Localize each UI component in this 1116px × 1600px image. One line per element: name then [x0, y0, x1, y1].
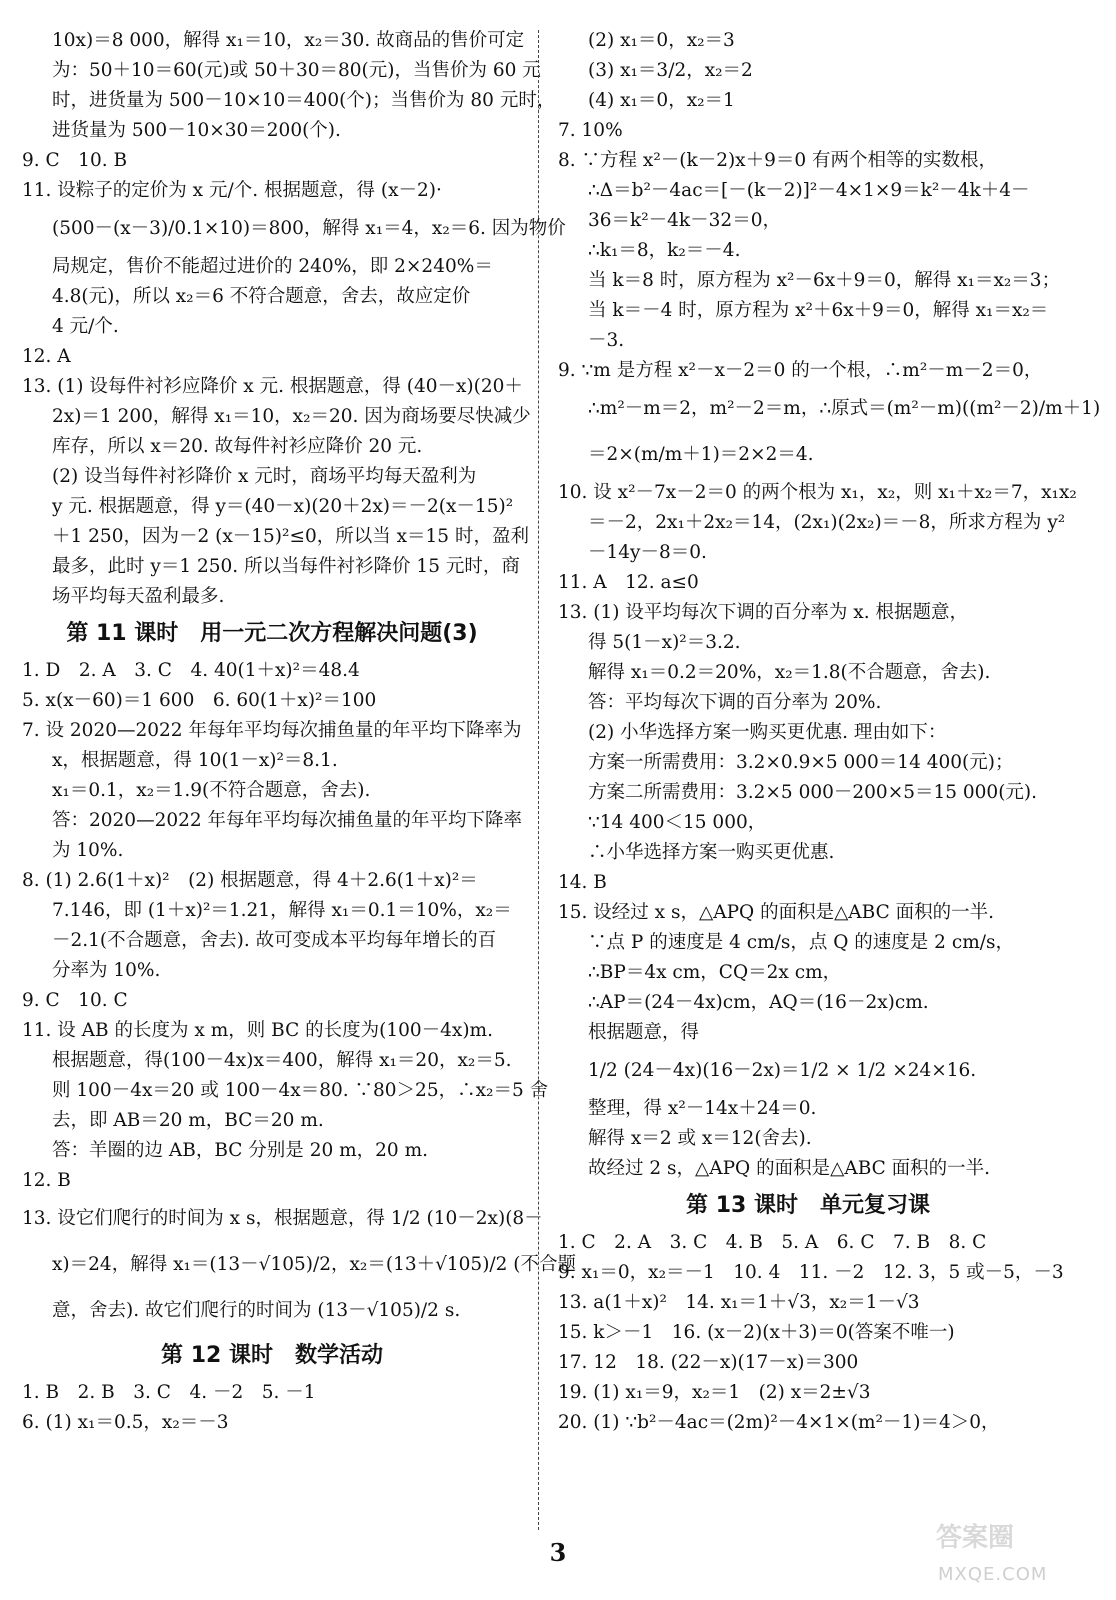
answer-line: 15. k＞－1 16. (x－2)(x＋3)＝0(答案不唯一)	[558, 1322, 955, 1343]
section-heading: 第 12 课时 数学活动	[161, 1343, 383, 1368]
answer-line: 9. x₁＝0，x₂＝－1 10. 4 11. －2 12. 3，5 或－5，－3	[558, 1262, 1064, 1283]
answer-line: y 元. 根据题意，得 y＝(40－x)(20＋2x)＝－2(x－15)²	[52, 496, 514, 517]
answer-line: 10x)＝8 000，解得 x₁＝10，x₂＝30. 故商品的售价可定	[52, 30, 525, 51]
answer-line: ＝－2，2x₁＋2x₂＝14，(2x₁)(2x₂)＝－8，所求方程为 y²	[588, 512, 1066, 533]
answer-line: x，根据题意，得 10(1－x)²＝8.1.	[52, 750, 338, 771]
answer-line: 13. (1) 设每件衬衫应降价 x 元. 根据题意，得 (40－x)(20＋	[22, 376, 523, 397]
answer-line: 7.146，即 (1＋x)²＝1.21，解得 x₁＝0.1＝10%，x₂＝	[52, 900, 512, 921]
answer-line: x)＝24，解得 x₁＝(13－√105)/2，x₂＝(13＋√105)/2 (不合题	[52, 1254, 577, 1275]
answer-line: 得 5(1－x)²＝3.2.	[588, 632, 741, 653]
answer-line: ∴m²－m＝2，m²－2＝m，∴原式＝(m²－m)((m²－2)/m＋1)	[588, 398, 1101, 419]
answer-line: 2x)＝1 200，解得 x₁＝10，x₂＝20. 因为商场要尽快减少	[52, 406, 531, 427]
answer-line: 14. B	[558, 872, 607, 893]
answer-line: －3.	[588, 330, 625, 351]
answer-line: ∴k₁＝8，k₂＝－4.	[588, 240, 741, 261]
watermark-text: 答案圈	[936, 1523, 1015, 1553]
answer-line: ∴AP＝(24－4x)cm，AQ＝(16－2x)cm.	[588, 992, 929, 1013]
answer-line: 去，即 AB＝20 m，BC＝20 m.	[52, 1110, 324, 1131]
answer-line: (4) x₁＝0，x₂＝1	[588, 90, 735, 111]
right-column	[558, 26, 1101, 1438]
section-heading: 第 13 课时 单元复习课	[686, 1193, 930, 1218]
answer-line: 根据题意，得(100－4x)x＝400，解得 x₁＝20，x₂＝5.	[52, 1050, 512, 1071]
answer-line: 12. A	[22, 346, 71, 367]
answer-line: 为：50＋10＝60(元)或 50＋30＝80(元)，当售价为 60 元	[52, 60, 541, 81]
answer-line: 根据题意，得	[588, 1022, 700, 1043]
answer-line: 答：平均每次下调的百分率为 20%.	[588, 692, 882, 713]
answer-line: 场平均每天盈利最多.	[52, 586, 225, 607]
answer-line: 9. ∵m 是方程 x²－x－2＝0 的一个根，∴m²－m－2＝0，	[558, 360, 1043, 381]
answer-line: 时，进货量为 500－10×10＝400(个)；当售价为 80 元时，	[52, 90, 556, 111]
answer-line: 13. a(1＋x)² 14. x₁＝1＋√3，x₂＝1－√3	[558, 1292, 920, 1313]
answer-line: 1. C 2. A 3. C 4. B 5. A 6. C 7. B 8. C	[558, 1232, 987, 1253]
answer-line: 11. A 12. a≤0	[558, 572, 699, 593]
answer-line: (2) x₁＝0，x₂＝3	[588, 30, 735, 51]
answer-line: －14y－8＝0.	[588, 542, 707, 563]
answer-line: 答：羊圈的边 AB，BC 分别是 20 m，20 m.	[52, 1140, 428, 1161]
answer-line: 13. (1) 设平均每次下调的百分率为 x. 根据题意，	[558, 602, 968, 623]
answer-line: 4.8(元)，所以 x₂＝6 不符合题意，舍去，故应定价	[52, 286, 471, 307]
answer-line: ∴Δ＝b²－4ac＝[－(k－2)]²－4×1×9＝k²－4k＋4－	[588, 180, 1030, 201]
answer-line: 9. C 10. C	[22, 990, 128, 1011]
answer-line: ∴小华选择方案一购买更优惠.	[588, 842, 835, 863]
answer-line: 解得 x₁＝0.2＝20%，x₂＝1.8(不合题意，舍去).	[588, 662, 991, 683]
answer-line: 7. 10%	[558, 120, 623, 141]
answer-line: ∴BP＝4x cm，CQ＝2x cm，	[588, 962, 842, 983]
answer-line: 则 100－4x＝20 或 100－4x＝80. ∵80＞25，∴x₂＝5 舍	[52, 1080, 549, 1101]
left-column	[22, 26, 577, 1438]
answer-line: 9. C 10. B	[22, 150, 128, 171]
answer-line: 10. 设 x²－7x－2＝0 的两个根为 x₁，x₂，则 x₁＋x₂＝7，x₁x₂	[558, 482, 1077, 503]
watermark-url: MXQE.COM	[938, 1564, 1048, 1585]
answer-line: 答：2020—2022 年每年平均每次捕鱼量的年平均下降率	[52, 810, 523, 831]
answer-line: －2.1(不合题意，舍去). 故可变成本平均每年增长的百	[52, 930, 497, 951]
answer-line: ∵点 P 的速度是 4 cm/s，点 Q 的速度是 2 cm/s，	[588, 932, 1014, 953]
answer-line: 1. B 2. B 3. C 4. －2 5. －1	[22, 1382, 316, 1403]
answer-line: 为 10%.	[52, 840, 124, 861]
answer-line: 13. 设它们爬行的时间为 x s，根据题意，得 1/2 (10－2x)(8－	[22, 1208, 543, 1229]
answer-line: 36＝k²－4k－32＝0，	[588, 210, 781, 231]
answer-line: 8. ∵方程 x²－(k－2)x＋9＝0 有两个相等的实数根，	[558, 150, 998, 171]
answer-line: ∵14 400＜15 000，	[588, 812, 767, 833]
answer-line: 解得 x＝2 或 x＝12(舍去).	[588, 1128, 812, 1149]
answer-line: 整理，得 x²－14x＋24＝0.	[588, 1098, 817, 1119]
answer-line: 1. D 2. A 3. C 4. 40(1＋x)²＝48.4	[22, 660, 360, 681]
answer-line: 进货量为 500－10×30＝200(个).	[52, 120, 341, 141]
answer-line: ＋1 250，因为－2 (x－15)²≤0，所以当 x＝15 时，盈利	[52, 526, 529, 547]
answer-line: 20. (1) ∵b²－4ac＝(2m)²－4×1×(m²－1)＝4＞0，	[558, 1412, 1000, 1433]
section-heading: 第 11 课时 用一元二次方程解决问题(3)	[66, 621, 478, 646]
answer-line: 11. 设粽子的定价为 x 元/个. 根据题意，得 (x－2)·	[22, 180, 442, 201]
answer-line: 4 元/个.	[52, 316, 119, 337]
answer-line: 当 k＝－4 时，原方程为 x²＋6x＋9＝0，解得 x₁＝x₂＝	[588, 300, 1049, 321]
answer-line: (500－(x－3)/0.1×10)＝800，解得 x₁＝4，x₂＝6. 因为物价	[52, 218, 566, 239]
answer-line: (2) 设当每件衬衫降价 x 元时，商场平均每天盈利为	[52, 466, 477, 487]
answer-line: 局规定，售价不能超过进价的 240%，即 2×240%＝	[52, 256, 493, 277]
watermark-logo	[928, 1510, 1108, 1590]
answer-line: 11. 设 AB 的长度为 x m，则 BC 的长度为(100－4x)m.	[22, 1020, 493, 1041]
answer-line: 最多，此时 y＝1 250. 所以当每件衬衫降价 15 元时，商	[52, 556, 520, 577]
answer-line: 6. (1) x₁＝0.5，x₂＝－3	[22, 1412, 229, 1433]
answer-line: ＝2×(m/m＋1)＝2×2＝4.	[588, 444, 814, 465]
answer-line: 方案一所需费用：3.2×0.9×5 000＝14 400(元)；	[588, 752, 1014, 773]
answer-line: 8. (1) 2.6(1＋x)² (2) 根据题意，得 4＋2.6(1＋x)²＝	[22, 870, 478, 891]
answer-line: 15. 设经过 x s，△APQ 的面积是△ABC 面积的一半.	[558, 902, 995, 923]
answer-line: 分率为 10%.	[52, 960, 161, 981]
answer-line: 17. 12 18. (22－x)(17－x)＝300	[558, 1352, 859, 1373]
answer-line: 当 k＝8 时，原方程为 x²－6x＋9＝0，解得 x₁＝x₂＝3；	[588, 270, 1061, 291]
answer-line: (2) 小华选择方案一购买更优惠. 理由如下：	[588, 722, 947, 743]
column-divider	[538, 30, 539, 1530]
answer-line: 方案二所需费用：3.2×5 000－200×5＝15 000(元).	[588, 782, 1038, 803]
answer-line: 12. B	[22, 1170, 71, 1191]
answer-line: (3) x₁＝3/2，x₂＝2	[588, 60, 753, 81]
answer-line: 7. 设 2020—2022 年每年平均每次捕鱼量的年平均下降率为	[22, 720, 522, 741]
page-number: 3	[549, 1538, 567, 1567]
answer-line: 故经过 2 s，△APQ 的面积是△ABC 面积的一半.	[588, 1158, 991, 1179]
answer-line: 库存，所以 x＝20. 故每件衬衫应降价 20 元.	[52, 436, 423, 457]
answer-line: x₁＝0.1，x₂＝1.9(不符合题意，舍去).	[52, 780, 371, 801]
answer-line: 意，舍去). 故它们爬行的时间为 (13－√105)/2 s.	[52, 1300, 461, 1321]
answer-line: 19. (1) x₁＝9，x₂＝1 (2) x＝2±√3	[558, 1382, 871, 1403]
answer-line: 5. x(x－60)＝1 600 6. 60(1＋x)²＝100	[22, 690, 377, 711]
answer-line: 1/2 (24－4x)(16－2x)＝1/2 × 1/2 ×24×16.	[588, 1060, 977, 1081]
